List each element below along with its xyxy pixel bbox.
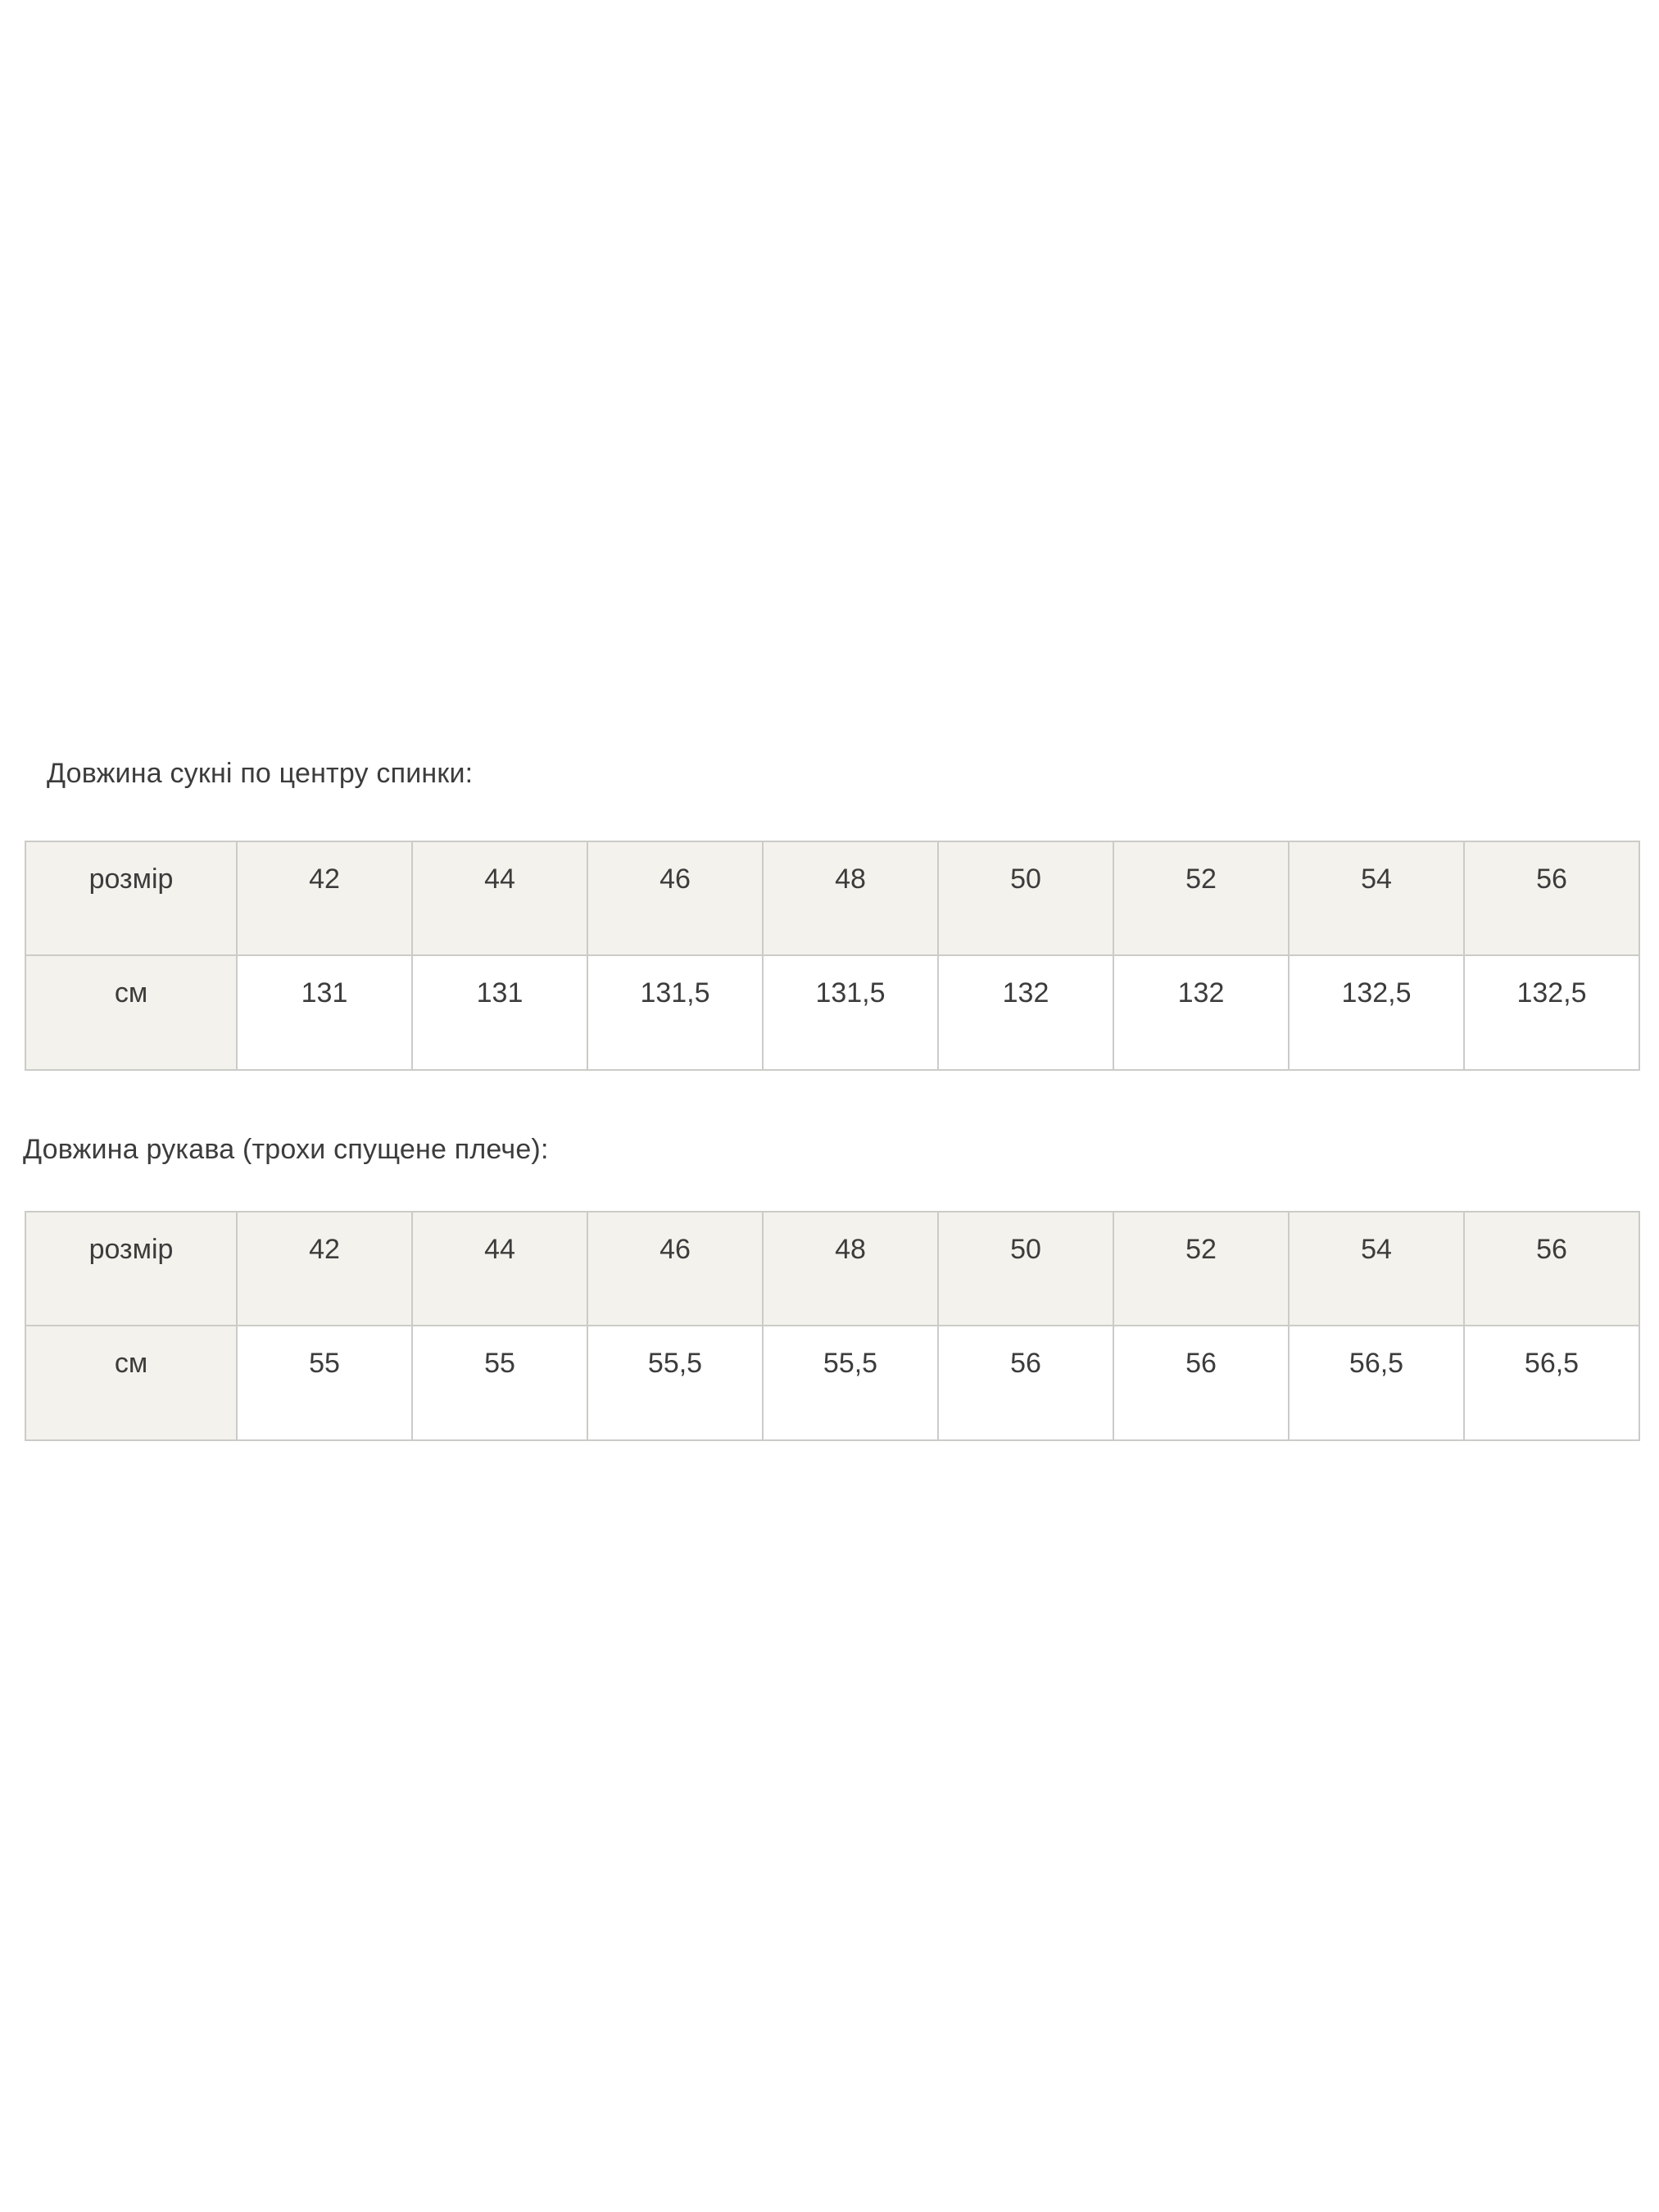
value-cell: 56: [938, 1326, 1113, 1440]
sleeve-length-values-row: [25, 1326, 1639, 1440]
size-header-cell: 56: [1464, 841, 1639, 955]
value-cell: 132: [1113, 955, 1289, 1070]
dress-length-table: [25, 841, 1640, 1071]
sleeve-length-table: [25, 1211, 1640, 1441]
dress-length-header-row: [25, 841, 1639, 955]
value-cell: 55,5: [587, 1326, 763, 1440]
sleeve-length-header-row: [25, 1212, 1639, 1326]
value-cell: 131: [237, 955, 412, 1070]
unit-label-cell: см: [25, 955, 237, 1070]
size-header-cell: 42: [237, 841, 412, 955]
value-cell: 55,5: [763, 1326, 938, 1440]
size-header-cell: 46: [587, 841, 763, 955]
size-header-cell: 48: [763, 841, 938, 955]
size-header-cell: 52: [1113, 841, 1289, 955]
value-cell: 132,5: [1464, 955, 1639, 1070]
size-header-cell: 52: [1113, 1212, 1289, 1326]
size-header-cell: 48: [763, 1212, 938, 1326]
value-cell: 55: [237, 1326, 412, 1440]
value-cell: 131: [412, 955, 587, 1070]
size-header-cell: 44: [412, 1212, 587, 1326]
dress-length-values-row: [25, 955, 1639, 1070]
sleeve-length-title: Довжина рукава (трохи спущене плече):: [23, 1134, 549, 1165]
size-header-cell: 50: [938, 841, 1113, 955]
size-label-cell: розмір: [25, 1212, 237, 1326]
value-cell: 132: [938, 955, 1113, 1070]
size-header-cell: 50: [938, 1212, 1113, 1326]
value-cell: 56,5: [1464, 1326, 1639, 1440]
size-label-cell: розмір: [25, 841, 237, 955]
size-header-cell: 42: [237, 1212, 412, 1326]
size-header-cell: 44: [412, 841, 587, 955]
value-cell: 56: [1113, 1326, 1289, 1440]
value-cell: 131,5: [587, 955, 763, 1070]
value-cell: 56,5: [1289, 1326, 1464, 1440]
value-cell: 131,5: [763, 955, 938, 1070]
size-header-cell: 54: [1289, 841, 1464, 955]
size-header-cell: 54: [1289, 1212, 1464, 1326]
value-cell: 132,5: [1289, 955, 1464, 1070]
size-header-cell: 46: [587, 1212, 763, 1326]
size-header-cell: 56: [1464, 1212, 1639, 1326]
dress-length-title: Довжина сукні по центру спинки:: [47, 758, 474, 789]
value-cell: 55: [412, 1326, 587, 1440]
unit-label-cell: см: [25, 1326, 237, 1440]
